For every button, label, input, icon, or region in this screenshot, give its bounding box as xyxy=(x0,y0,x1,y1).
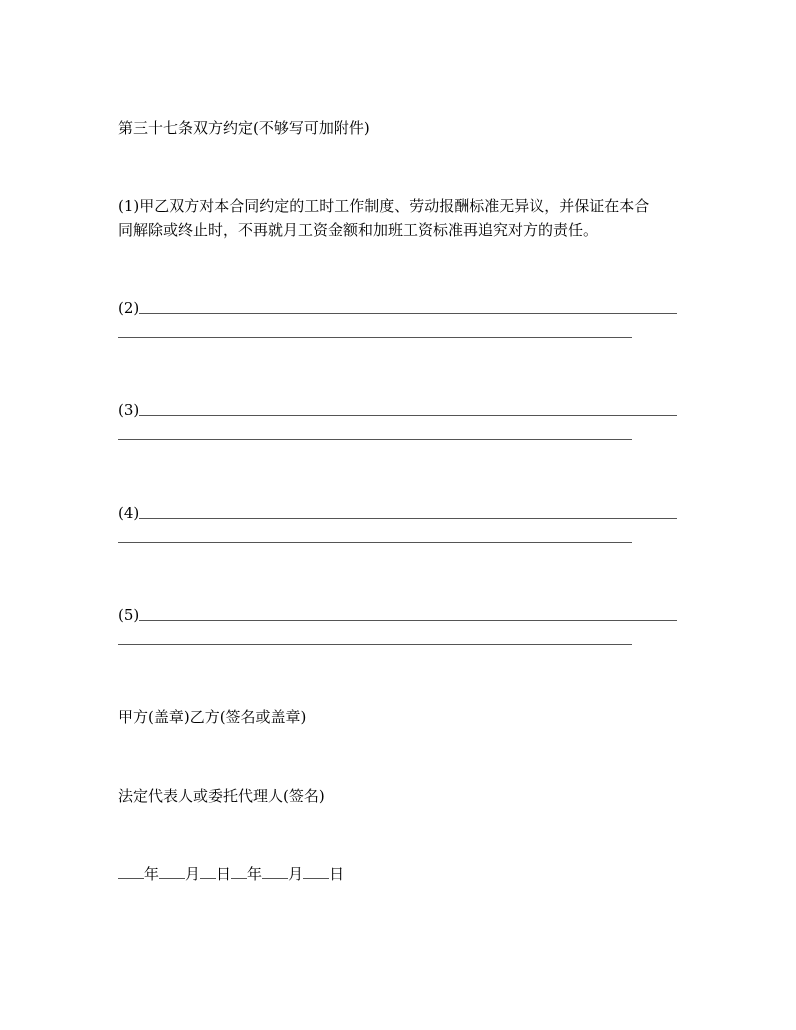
year-blank[interactable] xyxy=(118,864,144,879)
day-label-2: 日 xyxy=(329,865,345,883)
month-label: 月 xyxy=(185,865,201,883)
clause-1-line-2: 同解除或终止时，不再就月工资金额和加班工资标准再追究对方的责任。 xyxy=(118,221,599,239)
blank-fill-line-2[interactable] xyxy=(118,644,632,645)
clause-number: (2) xyxy=(118,299,140,317)
article-title: 第三十七条双方约定(不够写可加附件) xyxy=(118,119,370,137)
blank-fill-line[interactable] xyxy=(139,518,677,519)
month-label-2: 月 xyxy=(288,865,304,883)
signature-representative: 法定代表人或委托代理人(签名) xyxy=(118,787,325,805)
month-blank-2[interactable] xyxy=(262,864,288,879)
clause-number: (5) xyxy=(118,606,140,624)
blank-fill-line[interactable] xyxy=(139,313,677,314)
blank-fill-line-2[interactable] xyxy=(118,542,632,543)
date-line xyxy=(118,864,344,884)
year-label: 年 xyxy=(144,865,160,883)
blank-fill-line-2[interactable] xyxy=(118,337,632,338)
blank-clause-5[interactable] xyxy=(118,605,677,625)
blank-clause-3[interactable] xyxy=(118,400,677,420)
clause-number: (3) xyxy=(118,401,140,419)
year-blank-2[interactable] xyxy=(231,864,247,879)
year-label-2: 年 xyxy=(247,865,263,883)
blank-clause-4[interactable] xyxy=(118,503,677,523)
day-label: 日 xyxy=(216,865,232,883)
blank-fill-line[interactable] xyxy=(139,620,677,621)
day-blank-2[interactable] xyxy=(303,864,329,879)
month-blank[interactable] xyxy=(159,864,185,879)
clause-number: (4) xyxy=(118,504,140,522)
signature-parties: 甲方(盖章)乙方(签名或盖章) xyxy=(118,708,307,726)
day-blank[interactable] xyxy=(200,864,216,879)
blank-clause-2[interactable] xyxy=(118,298,677,318)
blank-fill-line[interactable] xyxy=(139,415,677,416)
clause-1-line-1: (1)甲乙双方对本合同约定的工时工作制度、劳动报酬标准无异议，并保证在本合 xyxy=(118,197,650,215)
blank-fill-line-2[interactable] xyxy=(118,439,632,440)
